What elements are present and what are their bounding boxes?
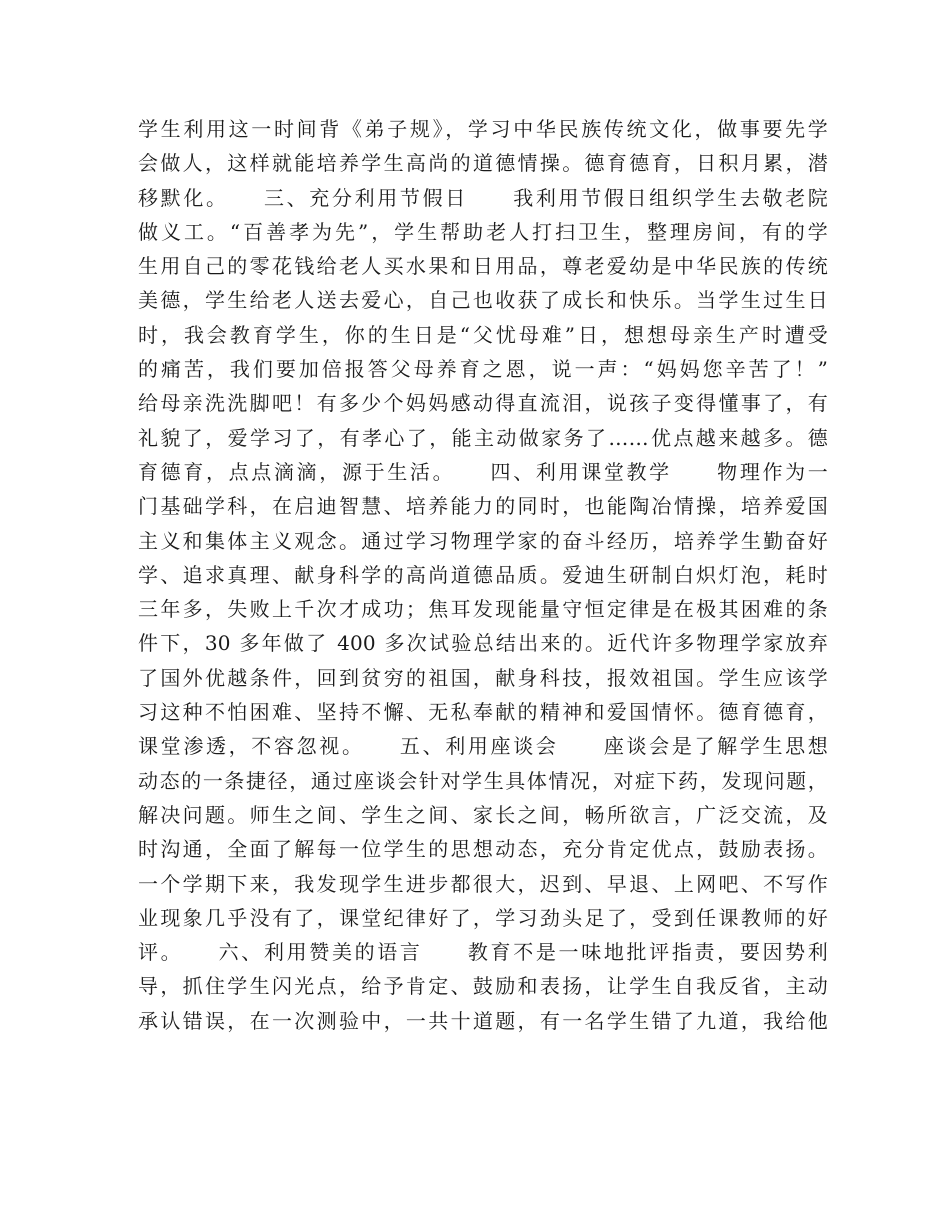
text-line: 三年多，失败上千次才成功；焦耳发现能量守恒定律是在极其困难的条 bbox=[138, 597, 828, 622]
body-text bbox=[138, 112, 828, 1038]
text-line: 导，抓住学生闪光点，给予肯定、鼓励和表扬，让学生自我反省，主动 bbox=[138, 974, 828, 999]
text-line: 一个学期下来，我发现学生进步都很大，迟到、早退、上网吧、不写作 bbox=[138, 871, 828, 896]
text-line: 了国外优越条件，回到贫穷的祖国，献身科技，报效祖国。学生应该学 bbox=[138, 665, 828, 690]
text-line: 移默化。 三、充分利用节假日 我利用节假日组织学生去敬老院 bbox=[138, 185, 828, 210]
text-line: 学生利用这一时间背《弟子规》，学习中华民族传统文化，做事要先学 bbox=[138, 117, 828, 141]
text-line: 主义和集体主义观念。通过学习物理学家的奋斗经历，培养学生勤奋好 bbox=[138, 528, 828, 553]
text-line: 学、追求真理、献身科学的高尚道德品质。爱迪生研制白炽灯泡，耗时 bbox=[138, 562, 828, 587]
text-line: 做义工。“百善孝为先”，学生帮助老人打扫卫生，整理房间，有的学 bbox=[138, 219, 828, 244]
text-line: 育德育，点点滴滴，源于生活。 四、利用课堂教学 物理作为一 bbox=[138, 459, 828, 484]
text-line: 件下，30 多年做了 400 多次试验总结出来的。近代许多物理学家放弃 bbox=[138, 631, 828, 656]
text-line: 解决问题。师生之间、学生之间、家长之间，畅所欲言，广泛交流，及 bbox=[138, 802, 828, 827]
text-line: 动态的一条捷径，通过座谈会针对学生具体情况，对症下药，发现问题， bbox=[138, 768, 828, 793]
text-line: 时沟通，全面了解每一位学生的思想动态，充分肯定优点，鼓励表扬。 bbox=[138, 837, 828, 862]
text-line: 礼貌了，爱学习了，有孝心了，能主动做家务了……优点越来越多。德 bbox=[138, 425, 828, 450]
text-line: 门基础学科，在启迪智慧、培养能力的同时，也能陶冶情操，培养爱国 bbox=[138, 494, 828, 519]
text-line: 业现象几乎没有了，课堂纪律好了，学习劲头足了，受到任课教师的好 bbox=[138, 905, 828, 930]
text-line: 时，我会教育学生，你的生日是“父忧母难”日，想想母亲生产时遭受 bbox=[138, 322, 828, 347]
text-line: 的痛苦，我们要加倍报答父母养育之恩，说一声：“妈妈您辛苦了！” bbox=[138, 357, 828, 382]
text-line: 美德，学生给老人送去爱心，自己也收获了成长和快乐。当学生过生日 bbox=[138, 288, 828, 313]
text-line: 评。 六、利用赞美的语言 教育不是一味地批评指责，要因势利 bbox=[138, 940, 828, 965]
text-line: 给母亲洗洗脚吧！有多少个妈妈感动得直流泪，说孩子变得懂事了，有 bbox=[138, 391, 828, 416]
text-line: 承认错误，在一次测验中，一共十道题，有一名学生错了九道，我给他 bbox=[138, 1008, 828, 1033]
text-line: 会做人，这样就能培养学生高尚的道德情操。德育德育，日积月累，潜 bbox=[138, 151, 828, 176]
text-line: 习这种不怕困难、坚持不懈、无私奉献的精神和爱国情怀。德育德育， bbox=[138, 700, 828, 725]
text-line: 生用自己的零花钱给老人买水果和日用品，尊老爱幼是中华民族的传统 bbox=[138, 254, 828, 279]
text-line: 课堂渗透，不容忽视。 五、利用座谈会 座谈会是了解学生思想 bbox=[138, 734, 828, 759]
